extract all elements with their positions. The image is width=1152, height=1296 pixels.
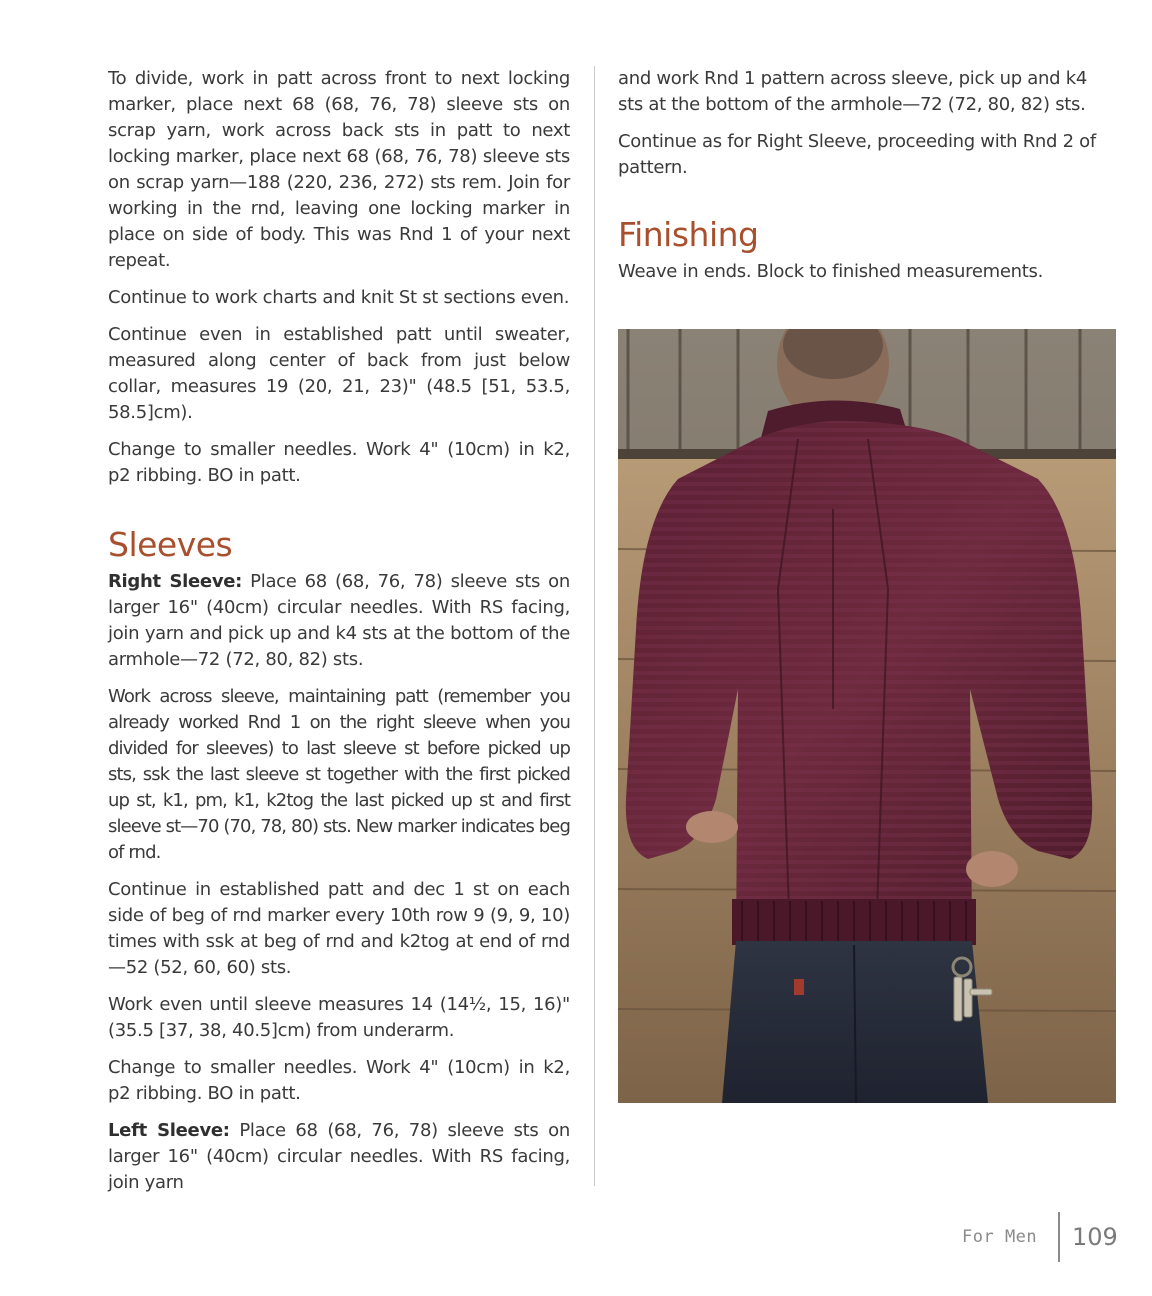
body-paragraph: Continue to work charts and knit St st sections even. (108, 287, 570, 308)
body-paragraph: Change to smaller needles. Work 4" (10cm) in k2, p2 ribbing. BO in patt. (108, 1057, 570, 1104)
sleeves-heading: Sleeves (108, 525, 233, 564)
body-paragraph: Continue as for Right Sleeve, proceeding with Rnd 2 of pattern. (618, 131, 1096, 178)
right-column (618, 66, 1116, 296)
left-sleeve-label: Left Sleeve: (108, 1120, 230, 1141)
finishing-heading: Finishing (618, 215, 759, 254)
sweater-photo-illustration (618, 329, 1116, 1103)
right-sleeve-label: Right Sleeve: (108, 571, 243, 592)
page-number: 109 (1072, 1223, 1118, 1251)
body-paragraph: Continue even in established patt until sweater, measured along center of back from just below collar, measures 19 (20, 21, 23)" (48.5 [51, 53.5, 58.5]cm). (108, 324, 570, 423)
body-paragraph: Work even until sleeve measures 14 (14½, 15, 16)" (35.5 [37, 38, 40.5]cm) from underarm. (108, 994, 570, 1041)
sweater-photo (618, 329, 1116, 1103)
body-paragraph: and work Rnd 1 pattern across sleeve, pick up and k4 sts at the bottom of the armhole—72 (72, 80, 82) sts. (618, 68, 1087, 115)
footer-section-label: For Men (962, 1227, 1038, 1247)
left-column (108, 66, 570, 1207)
footer-divider (1058, 1212, 1060, 1262)
left-sleeve-text: Place 68 (68, 76, 78) sleeve sts on larger 16" (40cm) circular needles. With RS facing, join yarn (108, 1120, 570, 1193)
body-paragraph: To divide, work in patt across front to next locking marker, place next 68 (68, 76, 78) sleeve sts on scrap yarn, work across back sts in patt to next locking marker, place next 68 (68, 76, 78) sleeve sts on scrap yarn—188 (220, 236, 272) sts rem. Join for working in the rnd, leaving one locking marker in place on side of body. This was Rnd 1 of your next repeat. (108, 68, 570, 271)
right-sleeve-text: Place 68 (68, 76, 78) sleeve sts on larger 16" (40cm) circular needles. With RS facing, join yarn and pick up and k4 sts at the bottom of the armhole—72 (72, 80, 82) sts. (108, 571, 570, 670)
left-sleeve-paragraph (108, 1118, 570, 1196)
column-divider (594, 66, 595, 1186)
body-paragraph: Change to smaller needles. Work 4" (10cm) in k2, p2 ribbing. BO in patt. (108, 439, 570, 486)
body-paragraph: Continue in established patt and dec 1 st on each side of beg of rnd marker every 10th row 9 (9, 9, 10) times with ssk at beg of rnd and k2tog at end of rnd—52 (52, 60, 60) sts. (108, 879, 570, 978)
body-paragraph: Weave in ends. Block to finished measurements. (618, 261, 1043, 282)
right-sleeve-paragraph (108, 569, 570, 673)
body-paragraph: Work across sleeve, maintaining patt (remember you already worked Rnd 1 on the right sleeve when you divided for sleeves) to last sleeve st before picked up sts, ssk the last sleeve st together with the first picked up st, k1, pm, k1, k2tog the last picked up st and first sleeve st—70 (70, 78, 80) sts. New marker indicates beg of rnd. (108, 686, 571, 863)
